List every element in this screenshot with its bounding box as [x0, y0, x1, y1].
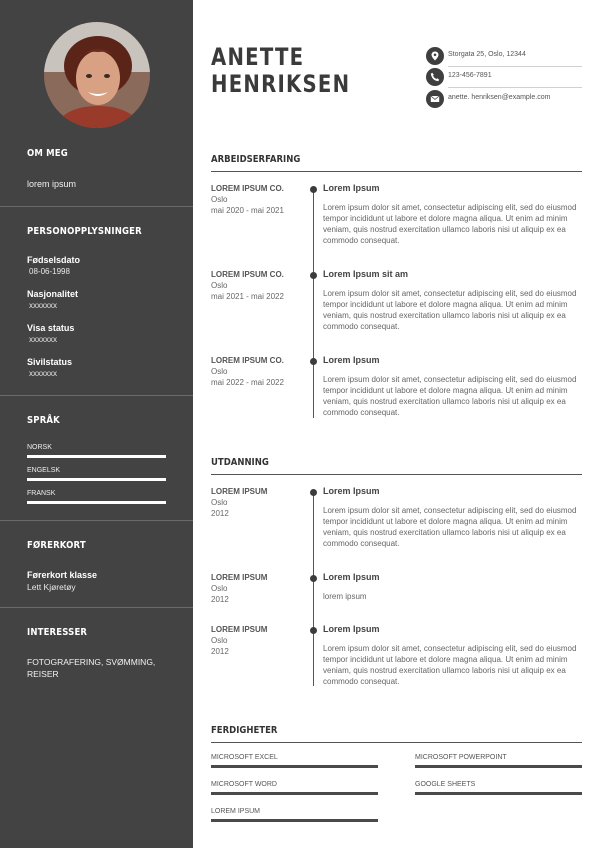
- section-rule: [211, 171, 582, 172]
- nationality-label: Nasjonalitet: [27, 289, 79, 299]
- contact-phone: [426, 68, 582, 88]
- phone-text: 123-456-7891: [448, 72, 492, 79]
- education-description: lorem ipsum: [323, 592, 367, 601]
- education-dates: 2012: [211, 595, 229, 604]
- interests-text: FOTOGRAFERING, SVØMMING, REISER: [27, 657, 156, 679]
- sidebar: [0, 0, 193, 848]
- timeline-dot: [310, 575, 317, 582]
- birthdate-label: Fødselsdato: [27, 255, 81, 265]
- skill-label: MICROSOFT WORD: [211, 781, 277, 788]
- experience-location: Oslo: [211, 281, 228, 290]
- timeline-dot: [310, 272, 317, 279]
- license-label: Førerkort klasse: [27, 570, 98, 580]
- education-org: LOREM IPSUM: [211, 487, 268, 496]
- language-label: ENGELSK: [27, 467, 61, 474]
- about-text: lorem ipsum: [27, 179, 77, 189]
- experience-title: ARBEIDSERFARING: [211, 154, 301, 165]
- divider: [448, 66, 582, 67]
- education-title-text: Lorem Ipsum: [323, 572, 380, 582]
- education-org: LOREM IPSUM: [211, 573, 268, 582]
- skill-label: GOOGLE SHEETS: [415, 781, 476, 788]
- education-description: Lorem ipsum dolor sit amet, consectetur adipiscing elit, sed do eiusmod tempor incididunt ut labore et dolore magna aliqua. Ut enim ad minim veniam, quis nostrud exercitation ullamco laboris nisi ut aliquip ex ea commodo consequat.: [323, 644, 577, 686]
- address-text: Storgata 25, Oslo, 12344: [448, 51, 526, 58]
- timeline-line: [313, 189, 314, 418]
- profile-photo: [44, 22, 150, 128]
- skill-level-bar: [211, 792, 378, 795]
- education-dates: 2012: [211, 509, 229, 518]
- birthdate-value: 08-06-1998: [29, 267, 70, 276]
- experience-description: Lorem ipsum dolor sit amet, consectetur adipiscing elit, sed do eiusmod tempor incididunt ut labore et dolore magna aliqua. Ut enim ad minim veniam, quis nostrud exercitation ullamco laboris nisi ut aliquip ex ea commodo consequat.: [323, 375, 577, 417]
- education-location: Oslo: [211, 636, 228, 645]
- experience-title-text: Lorem Ipsum: [323, 355, 380, 365]
- section-rule: [211, 742, 582, 743]
- marital-label: Sivilstatus: [27, 357, 73, 367]
- timeline-dot: [310, 489, 317, 496]
- language-level-bar: [27, 501, 166, 504]
- license-value: Lett Kjøretøy: [27, 582, 76, 592]
- experience-org: LOREM IPSUM CO.: [211, 356, 284, 365]
- language-label: NORSK: [27, 444, 52, 451]
- experience-dates: mai 2020 - mai 2021: [211, 206, 284, 215]
- education-dates: 2012: [211, 647, 229, 656]
- education-title-text: Lorem Ipsum: [323, 624, 380, 634]
- divider: [0, 520, 193, 521]
- divider: [0, 395, 193, 396]
- personal-title: PERSONOPPLYSNINGER: [27, 226, 142, 237]
- education-title-text: Lorem Ipsum: [323, 486, 380, 496]
- experience-description: Lorem ipsum dolor sit amet, consectetur adipiscing elit, sed do eiusmod tempor incididunt ut labore et dolore magna aliqua. Ut enim ad minim veniam, quis nostrud exercitation ullamco laboris nisi ut aliquip ex ea commodo consequat.: [323, 289, 577, 331]
- portrait-photo: [44, 22, 150, 128]
- experience-dates: mai 2021 - mai 2022: [211, 292, 284, 301]
- experience-location: Oslo: [211, 367, 228, 376]
- about-title: OM MEG: [27, 148, 68, 159]
- timeline-dot: [310, 186, 317, 193]
- email-icon: [426, 90, 444, 108]
- experience-title-text: Lorem Ipsum sit am: [323, 269, 409, 279]
- languages-title: SPRÅK: [27, 415, 60, 426]
- divider: [0, 607, 193, 608]
- timeline-dot: [310, 358, 317, 365]
- section-rule: [211, 474, 582, 475]
- contact-address: [426, 47, 582, 67]
- email-text: anette. henriksen@example.com: [448, 94, 551, 101]
- divider: [448, 87, 582, 88]
- language-level-bar: [27, 455, 166, 458]
- education-description: Lorem ipsum dolor sit amet, consectetur adipiscing elit, sed do eiusmod tempor incididunt ut labore et dolore magna aliqua. Ut enim ad minim veniam, quis nostrud exercitation ullamco laboris nisi ut aliquip ex ea commodo consequat.: [323, 506, 577, 548]
- education-org: LOREM IPSUM: [211, 625, 268, 634]
- language-label: FRANSK: [27, 490, 56, 497]
- first-name: ANETTE: [211, 43, 305, 71]
- skill-level-bar: [415, 765, 582, 768]
- candidate-name: [211, 44, 350, 98]
- language-level-bar: [27, 478, 166, 481]
- divider: [0, 206, 193, 207]
- interests-title: INTERESSER: [27, 627, 88, 638]
- experience-org: LOREM IPSUM CO.: [211, 184, 284, 193]
- visa-label: Visa status: [27, 323, 75, 333]
- experience-description: Lorem ipsum dolor sit amet, consectetur adipiscing elit, sed do eiusmod tempor incididunt ut labore et dolore magna aliqua. Ut enim ad minim veniam, quis nostrud exercitation ullamco laboris nisi ut aliquip ex ea commodo consequat.: [323, 203, 577, 245]
- visa-value: xxxxxxx: [29, 335, 57, 344]
- experience-dates: mai 2022 - mai 2022: [211, 378, 284, 387]
- skills-title: FERDIGHETER: [211, 725, 278, 736]
- location-pin-icon: [426, 47, 444, 65]
- education-location: Oslo: [211, 584, 228, 593]
- skill-label: LOREM IPSUM: [211, 808, 261, 815]
- skill-level-bar: [415, 792, 582, 795]
- timeline-line: [313, 492, 314, 686]
- license-title: FØRERKORT: [27, 540, 86, 551]
- skill-level-bar: [211, 819, 378, 822]
- timeline-dot: [310, 627, 317, 634]
- marital-value: xxxxxxx: [29, 369, 57, 378]
- experience-title-text: Lorem Ipsum: [323, 183, 380, 193]
- contact-email: [426, 90, 582, 110]
- skill-label: MICROSOFT EXCEL: [211, 754, 278, 761]
- phone-icon: [426, 68, 444, 86]
- skill-level-bar: [211, 765, 378, 768]
- experience-location: Oslo: [211, 195, 228, 204]
- experience-org: LOREM IPSUM CO.: [211, 270, 284, 279]
- education-title: UTDANNING: [211, 457, 269, 468]
- skill-label: MICROSOFT POWERPOINT: [415, 754, 507, 761]
- nationality-value: xxxxxxx: [29, 301, 57, 310]
- last-name: HENRIKSEN: [211, 70, 351, 98]
- education-location: Oslo: [211, 498, 228, 507]
